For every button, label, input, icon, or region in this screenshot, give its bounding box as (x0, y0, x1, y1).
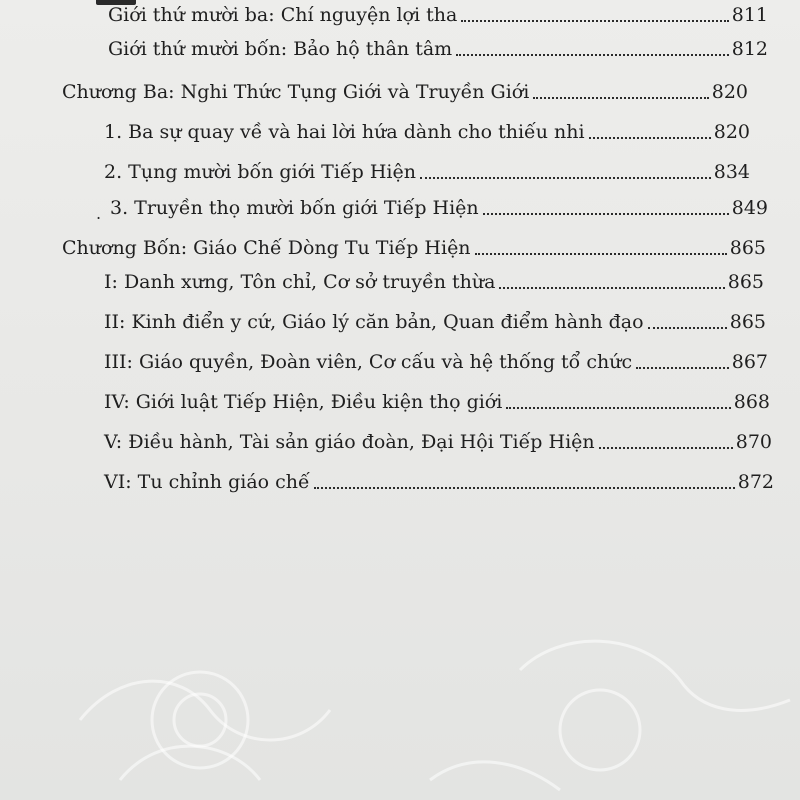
floral-watermark (0, 520, 800, 800)
stray-mark: . (96, 204, 102, 223)
dot-leader (483, 211, 729, 215)
toc-entry-title: 2. Tụng mười bốn giới Tiếp Hiện (104, 161, 416, 183)
dot-leader (314, 485, 735, 489)
toc-entry-page: 870 (735, 431, 772, 453)
toc-entry-title: 1. Ba sự quay về và hai lời hứa dành cho thiếu nhi (104, 121, 585, 143)
toc-entry[interactable] (108, 37, 768, 61)
dot-leader (589, 135, 711, 139)
toc-entry-page: 820 (711, 81, 748, 103)
dot-leader (461, 18, 728, 22)
toc-entry-page: 872 (737, 471, 774, 493)
toc-entry-page: 812 (731, 38, 768, 60)
dot-leader (420, 175, 711, 179)
toc-chapter-entry[interactable] (62, 236, 766, 260)
toc-entry[interactable] (104, 310, 766, 334)
toc-entry[interactable] (104, 430, 772, 454)
toc-entry-page: 867 (731, 351, 768, 373)
dot-leader (499, 285, 724, 289)
dot-leader (636, 365, 729, 369)
toc-entry[interactable] (104, 120, 750, 144)
toc-entry[interactable] (104, 270, 764, 294)
toc-entry[interactable] (104, 350, 768, 374)
toc-chapter-entry[interactable] (62, 80, 748, 104)
dot-leader (456, 52, 729, 56)
toc-entry-page: 865 (729, 237, 766, 259)
toc-entry-page: 865 (729, 311, 766, 333)
toc-entry[interactable] (110, 196, 768, 220)
toc-entry-title: V: Điều hành, Tài sản giáo đoàn, Đại Hội Tiếp Hiện (104, 431, 595, 453)
toc-entry-title: I: Danh xưng, Tôn chỉ, Cơ sở truyền thừa (104, 271, 496, 293)
dot-leader (475, 251, 727, 255)
toc-entry-title: Chương Bốn: Giáo Chế Dòng Tu Tiếp Hiện (62, 237, 471, 259)
toc-entry-page: 811 (731, 4, 768, 26)
toc-entry-title: 3. Truyền thọ mười bốn giới Tiếp Hiện (110, 197, 479, 219)
toc-entry[interactable] (108, 3, 768, 27)
toc-entry-title: Giới thứ mười bốn: Bảo hộ thân tâm (108, 38, 453, 60)
toc-entry[interactable] (104, 160, 750, 184)
toc-entry-page: 834 (713, 161, 750, 183)
dot-leader (648, 325, 727, 329)
toc-entry-title: Giới thứ mười ba: Chí nguyện lợi tha (108, 4, 458, 26)
toc-entry-title: IV: Giới luật Tiếp Hiện, Điều kiện thọ giới (104, 391, 503, 413)
toc-entry-title: Chương Ba: Nghi Thức Tụng Giới và Truyền Giới (62, 81, 530, 103)
toc-entry-title: VI: Tu chỉnh giáo chế (104, 471, 310, 493)
toc-entry[interactable] (104, 470, 774, 494)
toc-entry-page: 868 (733, 391, 770, 413)
toc-entry-title: II: Kinh điển y cứ, Giáo lý căn bản, Quan điểm hành đạo (104, 311, 644, 333)
toc-entry[interactable] (104, 390, 770, 414)
dot-leader (533, 95, 708, 99)
dot-leader (599, 445, 733, 449)
toc-entry-page: 849 (731, 197, 768, 219)
dot-leader (506, 405, 730, 409)
toc-entry-page: 865 (727, 271, 764, 293)
toc-entry-page: 820 (713, 121, 750, 143)
toc-entry-title: III: Giáo quyền, Đoàn viên, Cơ cấu và hệ thống tổ chức (104, 351, 633, 373)
